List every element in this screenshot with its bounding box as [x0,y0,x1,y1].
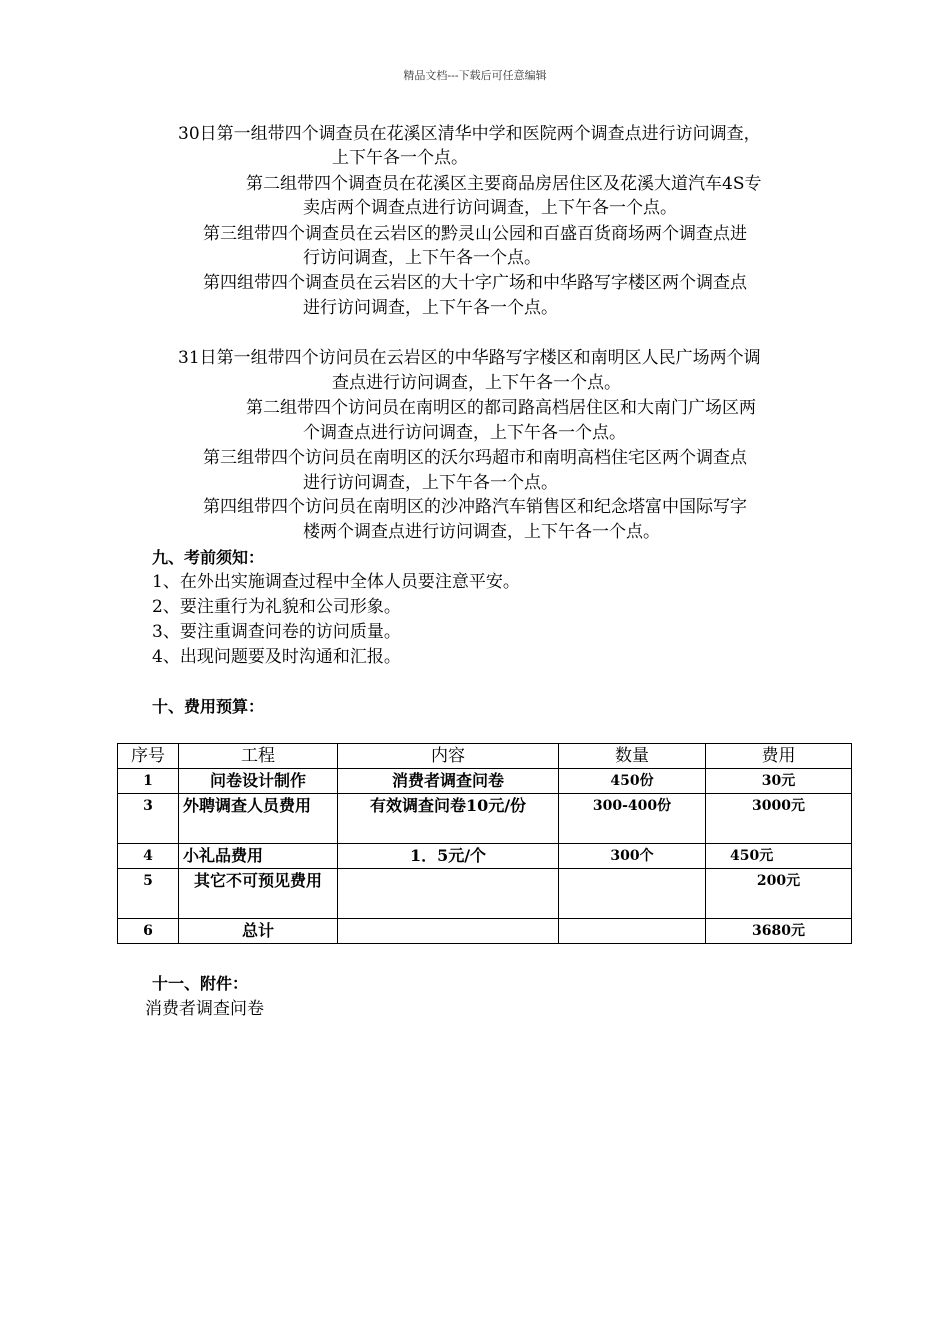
attachment-item: 消费者调查问卷 [145,999,264,1019]
schedule-line: 30日第一组带四个调查员在花溪区清华中学和医院两个调查点进行访问调查， [178,124,761,144]
table-cell: 小礼品费用 [179,844,338,869]
table-cell [559,869,706,919]
table-cell: 有效调查问卷10元/份 [338,794,559,844]
schedule-line: 第四组带四个调查员在云岩区的大十字广场和中华路写字楼区两个调查点 [203,273,747,293]
notice-item: 1、在外出实施调查过程中全体人员要注意平安。 [152,572,520,592]
table-cell [338,869,559,919]
schedule-line: 卖店两个调查点进行访问调查，上下午各一个点。 [303,198,677,218]
table-row [118,844,852,869]
table-row [118,794,852,844]
column-header: 内容 [338,744,559,769]
table-cell: 300-400份 [559,794,706,844]
column-header: 数量 [559,744,706,769]
column-header: 序号 [118,744,179,769]
schedule-line: 进行访问调查，上下午各一个点。 [303,298,558,318]
schedule-line: 个调查点进行访问调查，上下午各一个点。 [303,423,626,443]
attachment-heading: 十一、附件： [152,974,249,993]
table-cell: 消费者调查问卷 [338,769,559,794]
notice-heading: 九、考前须知： [152,548,265,567]
schedule-line: 第二组带四个调查员在花溪区主要商品房居住区及花溪大道汽车4S专 [246,174,762,194]
table-cell: 3000元 [706,794,852,844]
table-cell: 5 [118,869,179,919]
table-cell: 其它不可预见费用 [179,869,338,919]
table-cell: 200元 [706,869,852,919]
budget-heading: 十、费用预算： [152,697,265,716]
notice-item: 2、要注重行为礼貌和公司形象。 [152,597,401,617]
table-cell: 300个 [559,844,706,869]
table-cell: 1 [118,769,179,794]
table-cell: 3 [118,794,179,844]
table-row [118,769,852,794]
schedule-line: 第三组带四个调查员在云岩区的黔灵山公园和百盛百货商场两个调查点进 [203,224,747,244]
schedule-line: 进行访问调查，上下午各一个点。 [303,473,558,493]
column-header: 工程 [179,744,338,769]
schedule-line: 第二组带四个访问员在南明区的都司路高档居住区和大南门广场区两 [246,398,756,418]
table-cell: 30元 [706,769,852,794]
schedule-line: 第四组带四个访问员在南明区的沙冲路汽车销售区和纪念塔富中国际写字 [203,497,747,517]
schedule-line: 行访问调查，上下午各一个点。 [303,248,541,268]
table-cell: 3680元 [706,919,852,944]
schedule-line: 查点进行访问调查，上下午各一个点。 [332,373,621,393]
notice-item: 4、出现问题要及时沟通和汇报。 [152,647,401,667]
table-cell: 问卷设计制作 [179,769,338,794]
table-header-row [118,744,852,769]
table-cell: 450份 [559,769,706,794]
table-cell: 总计 [179,919,338,944]
schedule-line: 上下午各一个点。 [332,148,468,168]
table-row [118,919,852,944]
table-cell: 外聘调查人员费用 [179,794,338,844]
table-cell: 6 [118,919,179,944]
table-row [118,869,852,919]
budget-table [117,743,852,944]
table-cell: 4 [118,844,179,869]
notice-item: 3、要注重调查问卷的访问质量。 [152,622,401,642]
table-cell: 450元 [706,844,852,869]
schedule-line: 31日第一组带四个访问员在云岩区的中华路写字楼区和南明区人民广场两个调 [178,348,761,368]
table-cell [559,919,706,944]
schedule-line: 第三组带四个访问员在南明区的沃尔玛超市和南明高档住宅区两个调查点 [203,448,747,468]
table-cell [338,919,559,944]
page-header: 精品文档---下载后可任意编辑 [403,69,547,82]
schedule-line: 楼两个调查点进行访问调查，上下午各一个点。 [303,522,660,542]
table-cell: 1．5元/个 [338,844,559,869]
column-header: 费用 [706,744,852,769]
